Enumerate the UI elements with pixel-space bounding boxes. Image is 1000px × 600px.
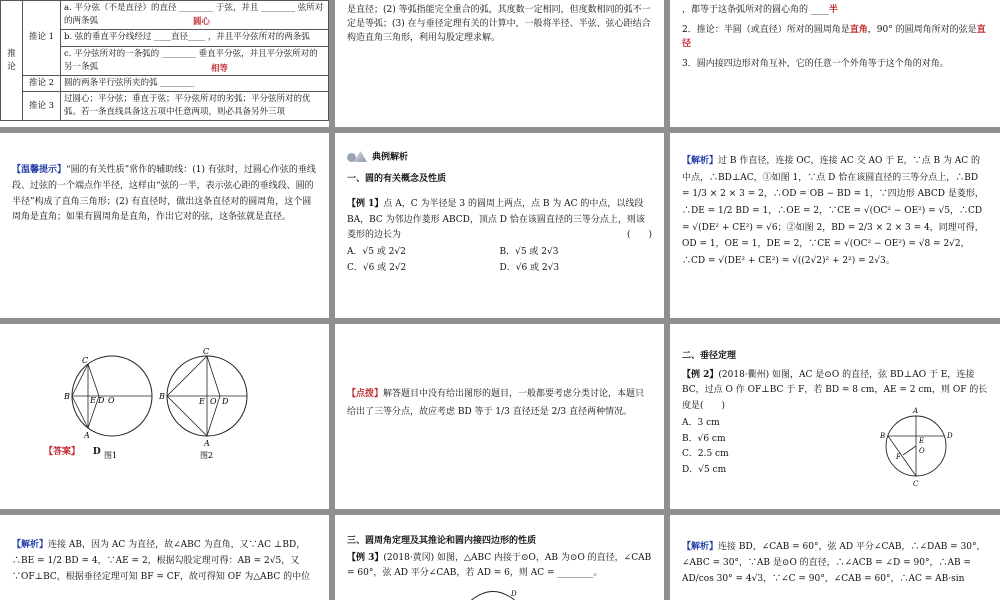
answer-value: D [92, 447, 101, 457]
line1-text: ，都等于这条弧所对的圆心角的 ____ [682, 5, 829, 15]
tile-analysis-1 [670, 133, 1000, 318]
tuilun3-text: 过圆心；平分弦；垂直于弦；平分弦所对的劣弧；平分弦所对的优弧。若一条直线具备这五项中任意两项，则必具备另外三项 [61, 92, 329, 121]
fig1-label-o: O [108, 396, 115, 405]
notes-text: 是直径；(2) 等弧指能完全重合的弧，其度数一定相同，但度数相同的弧不一定是等弧；(3) 在与垂径定理有关的计算中，一般将半径、半弦、弦心距结合构造直角三角形，利用勾股定理求解。 [347, 5, 651, 43]
figure-2 [158, 347, 247, 460]
tile-example-2 [670, 324, 1000, 509]
option-c: C．√6 或 2√2 [347, 262, 407, 273]
fig1-label-e: E [90, 396, 96, 405]
line2-text-a: 2．推论：半圆（或直径）所对的圆周角是 [682, 24, 850, 35]
row2-text: b. 弦的垂直平分线经过 ____直径____ ，并且平分弦所对的两条弧 [61, 30, 329, 46]
svg-text:B: B [880, 432, 886, 440]
tip-label: 【温馨提示】 [12, 165, 67, 175]
label-tuilun: 推论 [1, 1, 23, 121]
subtitle: 二、垂径定理 [682, 351, 737, 361]
subtitle: 三、圆周角定理及其推论和圆内接四边形的性质 [347, 536, 537, 546]
fig2-label-d: D [222, 397, 229, 406]
svg-text:F: F [896, 453, 901, 461]
line2-text-b: ，90° 的圆周角所对的弦是 [867, 24, 977, 35]
corollary-table [0, 0, 329, 121]
analysis-label: 【解析】 [682, 156, 719, 166]
tuilun2-text: 圆的两条平行弦所夹的弧 ________ [61, 75, 329, 91]
fig2-caption: 图2 [200, 451, 214, 460]
fig2-label-c: C [203, 347, 210, 356]
svg-text:O: O [919, 447, 925, 455]
figure-1 [63, 356, 152, 460]
label-tuilun-1: 推论 1 [23, 1, 61, 76]
tile-example-3 [335, 515, 664, 600]
fig2-label-a: A [204, 439, 210, 448]
tile-notes [335, 0, 664, 127]
example-3-figure [463, 587, 523, 600]
subtitle: 一、圆的有关概念及性质 [347, 174, 447, 185]
svg-text:D: D [511, 590, 517, 598]
example-text: (2018·衢州) 如图，AC 是⊙O 的直径，弦 BD⊥AO 于 E，连接 BC，过点 O 作 OF⊥BC 于 F，若 BD = 8 cm，AE = 2 cm，则 OF 的长度是( ) [682, 369, 988, 411]
answer-paren: ( ) [626, 229, 652, 240]
example-text: (2018·黄冈) 如图，△ABC 内接于⊙O，AB 为⊙O 的直径，∠CAB = 60°，弦 AD 平分∠CAB，若 AD = 6，则 AC = ________。 [347, 552, 652, 579]
label-tuilun-3: 推论 3 [23, 92, 61, 121]
analysis-text: 连接 AB，因为 AC 为直径，故∠ABC 为直角，又∵AC ⊥BD，∴BE = 1/2 BD = 4，∵AE = 2，根据勾股定理可得：AB = 2√5，又∵OF⊥BC，根据垂径定理可知 BF = CF，故可得知 OF 为△ABC 的中位 [12, 540, 311, 583]
tile-theorem-table [0, 0, 329, 127]
analysis-text: 连接 BD，∠CAB = 60°，弦 AD 平分∠CAB，∴∠DAB = 30°，∠ABC = 30°，∵AB 是⊙O 的直径，∴∠ACB = ∠D = 90°，∴AB = AD/cos 30° = 4√3，∵∠C = 90°，∠CAB = 60°，∴AC = AB·sin [682, 542, 986, 585]
hint-label: 【点拨】 [347, 389, 384, 399]
fig2-label-b: B [159, 392, 165, 401]
option-d: D．√5 cm [682, 465, 727, 476]
svg-text:D: D [947, 432, 953, 440]
line2-answer-2: 直径 [682, 24, 986, 49]
svg-text:A: A [913, 407, 919, 415]
example-label: 【例 2】 [682, 369, 719, 380]
line3-text: 3．圆内接四边形对角互补，它的任意一个外角等于这个角的对角。 [682, 58, 949, 69]
fig1-label-c: C [82, 356, 89, 365]
tip-text: “圆的有关性质”常作的辅助线：(1) 有弦时，过圆心作弦的垂线段、过弦的一个端点作半径，这样由“弦的一半，表示弦心距的垂线段、圆的半径”构成了直角三角形；(2) 有直径时，做出这条直径对的圆周角，这个圆周角是直角；如果有圆周角是直角，作出它对的弦，这条弦就是直径。 [12, 165, 316, 223]
label-tuilun-2: 推论 2 [23, 75, 61, 91]
example-label: 【例 1】 [347, 199, 384, 210]
svg-text:E: E [919, 437, 925, 445]
row1-text: a. 平分弦（不是直径）的直径 ________ 于弦，并且 ________ 弦所对的两条弧 [64, 3, 324, 27]
fig1-label-b: B [64, 392, 70, 401]
tile-inscribed-angle [670, 0, 1000, 127]
tile-example-1 [335, 133, 664, 318]
tile-analysis-2 [0, 515, 329, 600]
tile-tip [0, 133, 329, 318]
option-d: D．√6 或 2√3 [499, 262, 560, 273]
option-a: A．3 cm [682, 417, 720, 428]
analysis-label: 【解析】 [12, 540, 49, 550]
analysis-text: 过 B 作直径，连接 OC，连接 AC 交 AO 于 E，∵点 B 为 AC 的中点，∴BD⊥AC，①如图 1，∵点 D 恰在该圆直径的三等分点上，∴BD = 1/3 × 2 × 3 = 2，∴OD = OB − BD = 1，∵四边形 ABCD 是菱形，∴DE = 1/2 BD = 1，∴OE = 2，∵CE = √(OC² − OE²) = √5，∴CD = √(DE² + CE²) = √6；②如图 2，BD = 2/3 × 2 × 3 = 4，同理可得，OD = 1，OE = 1，DE = 2，∵CE = √(OC² − OE²) = √8 = 2√2，∴CD = √(DE² + CE²) = √((2√2)² + 2²) = 2√3。 [682, 156, 984, 266]
fig1-caption: 图1 [104, 451, 118, 460]
row3-text: c. 平分弦所对的一条弧的 ________ 垂直平分弦，并且平分弦所对的另一条弧 [64, 48, 318, 72]
option-b: B．√6 cm [682, 433, 726, 444]
section-title: 典例解析 [372, 152, 409, 163]
tile-hint [335, 324, 664, 509]
fig2-label-o: O [210, 397, 217, 406]
line2-answer: 直角 [849, 24, 868, 35]
section-decor-icon [347, 151, 369, 163]
option-c: C．2.5 cm [682, 449, 729, 460]
option-b: B．√5 或 2√3 [499, 247, 559, 258]
example-2-figure [874, 402, 964, 492]
fig1-label-d: D [98, 396, 105, 405]
svg-text:C: C [913, 480, 919, 488]
hint-text: 解答题目中没有给出图形的题目，一般都要考虑分类讨论，本题只给出了三等分点，故应考虑 BD 等于 1/3 直径还是 2/3 直径两种情况。 [347, 389, 645, 417]
tile-figures [0, 324, 329, 509]
option-a: A．√5 或 2√2 [347, 247, 406, 258]
row1-answer: 圆心 [193, 17, 211, 27]
answer-label: 【答案】 [44, 447, 81, 457]
example-text: 点 A，C 为半径是 3 的圆周上两点，点 B 为 AC 的中点，以线段 BA，BC 为邻边作菱形 ABCD，顶点 D 恰在该圆直径的三等分点上，则该菱形的边长为 [347, 199, 645, 240]
fig2-label-e: E [199, 397, 205, 406]
example-label: 【例 3】 [347, 552, 384, 563]
row3-answer: 相等 [211, 63, 229, 74]
line1-answer: 半 [828, 5, 838, 15]
fig1-label-a: A [84, 431, 90, 440]
tile-analysis-3 [670, 515, 1000, 600]
analysis-label: 【解析】 [682, 542, 719, 552]
